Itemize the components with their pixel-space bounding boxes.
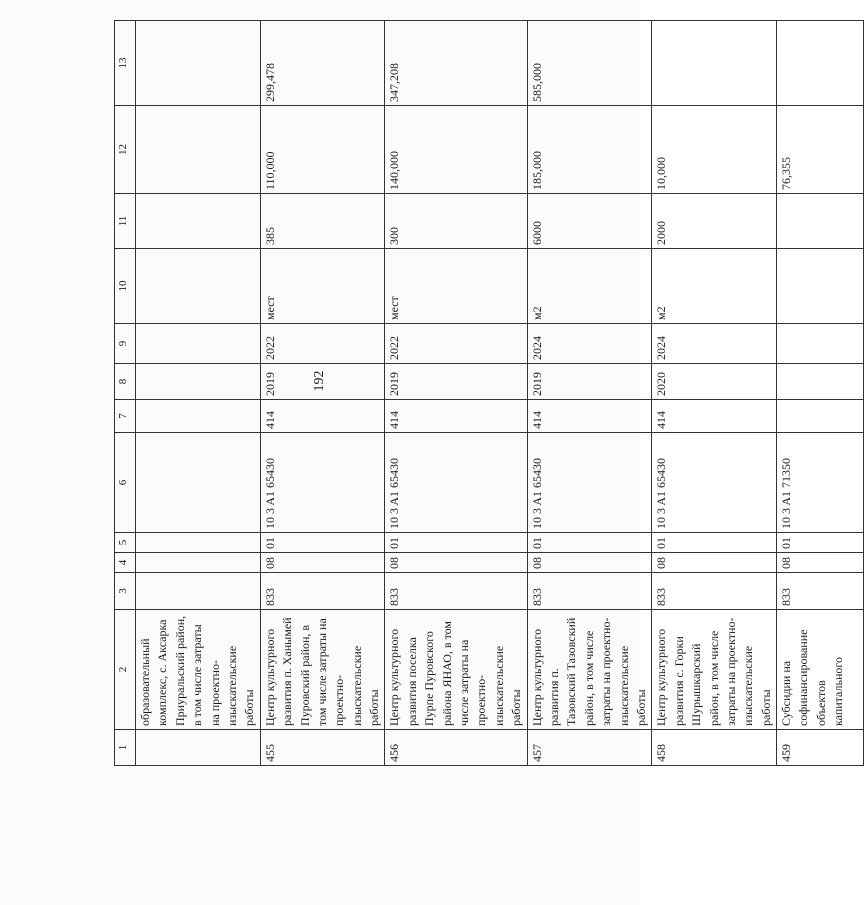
column-header: 12 bbox=[115, 106, 136, 194]
table-cell: 01 bbox=[527, 533, 652, 553]
table-cell: 01 bbox=[385, 533, 527, 553]
table-cell: 2019 bbox=[527, 364, 652, 400]
table-cell bbox=[136, 194, 261, 249]
table-cell bbox=[777, 364, 864, 400]
table-cell: 414 bbox=[527, 400, 652, 433]
column-header: 11 bbox=[115, 194, 136, 249]
table-body bbox=[115, 21, 864, 766]
column-header: 5 bbox=[115, 533, 136, 553]
column-header: 6 bbox=[115, 433, 136, 533]
table-cell: 10 3 A1 65430 bbox=[260, 433, 385, 533]
table-cell-description: Центр культурного развития с. Горки Шурышкарский район, в том числе затраты на проектно-изыскательские работы bbox=[652, 610, 777, 730]
table-cell: 2024 bbox=[652, 324, 777, 364]
table-cell: м2 bbox=[652, 249, 777, 324]
column-header: 1 bbox=[115, 730, 136, 766]
table-cell: 01 bbox=[777, 533, 864, 553]
table-cell: 833 bbox=[260, 573, 385, 610]
table-cell: 299,478 bbox=[260, 21, 385, 106]
table-cell-description: образовательный комплекс, с. Аксарка Приуральский район, в том числе затраты на проектно-изыскательские работы bbox=[136, 610, 261, 730]
table-cell bbox=[136, 364, 261, 400]
table-row bbox=[385, 21, 527, 766]
column-header: 10 bbox=[115, 249, 136, 324]
table-cell: 76,355 bbox=[777, 106, 864, 194]
column-header: 9 bbox=[115, 324, 136, 364]
table-cell: 833 bbox=[777, 573, 864, 610]
table-row bbox=[652, 21, 777, 766]
table-cell-description: Субсидии на софинансирование объектов капитального bbox=[777, 610, 864, 730]
table-cell: 01 bbox=[652, 533, 777, 553]
table-cell bbox=[136, 730, 261, 766]
table-row bbox=[260, 21, 385, 766]
table-cell: 833 bbox=[527, 573, 652, 610]
table-cell: 833 bbox=[652, 573, 777, 610]
table-cell: 2022 bbox=[385, 324, 527, 364]
table-cell bbox=[136, 249, 261, 324]
rotated-table-container bbox=[114, 21, 846, 766]
table-cell: 08 bbox=[777, 553, 864, 573]
column-header: 2 bbox=[115, 610, 136, 730]
table-cell: 300 bbox=[385, 194, 527, 249]
table-cell bbox=[136, 400, 261, 433]
table-cell: 585,000 bbox=[527, 21, 652, 106]
table-cell: 10,000 bbox=[652, 106, 777, 194]
column-header: 8 bbox=[115, 364, 136, 400]
table-cell bbox=[777, 194, 864, 249]
table-row bbox=[777, 21, 864, 766]
table-cell: 10 3 A1 65430 bbox=[385, 433, 527, 533]
table-cell bbox=[136, 106, 261, 194]
table-cell bbox=[777, 324, 864, 364]
table-cell: 10 3 A1 65430 bbox=[527, 433, 652, 533]
table-cell: 414 bbox=[385, 400, 527, 433]
table-cell: мест bbox=[385, 249, 527, 324]
table-cell bbox=[777, 21, 864, 106]
column-header: 4 bbox=[115, 553, 136, 573]
table-cell: 347,208 bbox=[385, 21, 527, 106]
table-cell: 6000 bbox=[527, 194, 652, 249]
table-cell bbox=[777, 400, 864, 433]
table-cell: 185,000 bbox=[527, 106, 652, 194]
table-cell bbox=[136, 573, 261, 610]
table-header-row bbox=[115, 21, 136, 766]
table-cell: 01 bbox=[260, 533, 385, 553]
table-cell: 110,000 bbox=[260, 106, 385, 194]
table-cell: 456 bbox=[385, 730, 527, 766]
column-header: 7 bbox=[115, 400, 136, 433]
table-cell bbox=[136, 21, 261, 106]
table-cell: 2022 bbox=[260, 324, 385, 364]
table-cell bbox=[777, 249, 864, 324]
table-cell: 140,000 bbox=[385, 106, 527, 194]
table-cell: м2 bbox=[527, 249, 652, 324]
table-cell bbox=[136, 553, 261, 573]
table-cell: 08 bbox=[527, 553, 652, 573]
table-cell: 10 3 A1 71350 bbox=[777, 433, 864, 533]
budget-table bbox=[114, 20, 864, 766]
table-cell: 2019 bbox=[260, 364, 385, 400]
table-cell: 414 bbox=[652, 400, 777, 433]
table-cell-description: Центр культурного развития п. Ханымей Пуровский район, в том числе затраты на проектно-изыскательские работы bbox=[260, 610, 385, 730]
table-cell bbox=[136, 533, 261, 553]
table-cell: 08 bbox=[385, 553, 527, 573]
table-cell bbox=[136, 324, 261, 364]
page-number: 192 bbox=[312, 370, 327, 392]
table-cell-description: Центр культурного развития поселка Пурпе Пуровского района ЯНАО, в том числе затраты на проектно-изыскательские работы bbox=[385, 610, 527, 730]
table-cell: 385 bbox=[260, 194, 385, 249]
column-header: 3 bbox=[115, 573, 136, 610]
table-cell: 459 bbox=[777, 730, 864, 766]
table-cell: 2019 bbox=[385, 364, 527, 400]
table-cell: 457 bbox=[527, 730, 652, 766]
table-cell: 2000 bbox=[652, 194, 777, 249]
table-cell: 458 bbox=[652, 730, 777, 766]
table-cell: 833 bbox=[385, 573, 527, 610]
table-cell: 2020 bbox=[652, 364, 777, 400]
table-row bbox=[527, 21, 652, 766]
table-cell: 10 3 A1 65430 bbox=[652, 433, 777, 533]
table-cell bbox=[652, 21, 777, 106]
table-cell bbox=[136, 433, 261, 533]
table-cell: 455 bbox=[260, 730, 385, 766]
table-cell: мест bbox=[260, 249, 385, 324]
column-header: 13 bbox=[115, 21, 136, 106]
table-cell: 414 bbox=[260, 400, 385, 433]
table-cell: 08 bbox=[260, 553, 385, 573]
table-cell: 08 bbox=[652, 553, 777, 573]
table-cell-description: Центр культурного развития п. Тазовский Тазовский район, в том числе затраты на проектно-изыскательские работы bbox=[527, 610, 652, 730]
table-cell: 2024 bbox=[527, 324, 652, 364]
table-row bbox=[136, 21, 261, 766]
